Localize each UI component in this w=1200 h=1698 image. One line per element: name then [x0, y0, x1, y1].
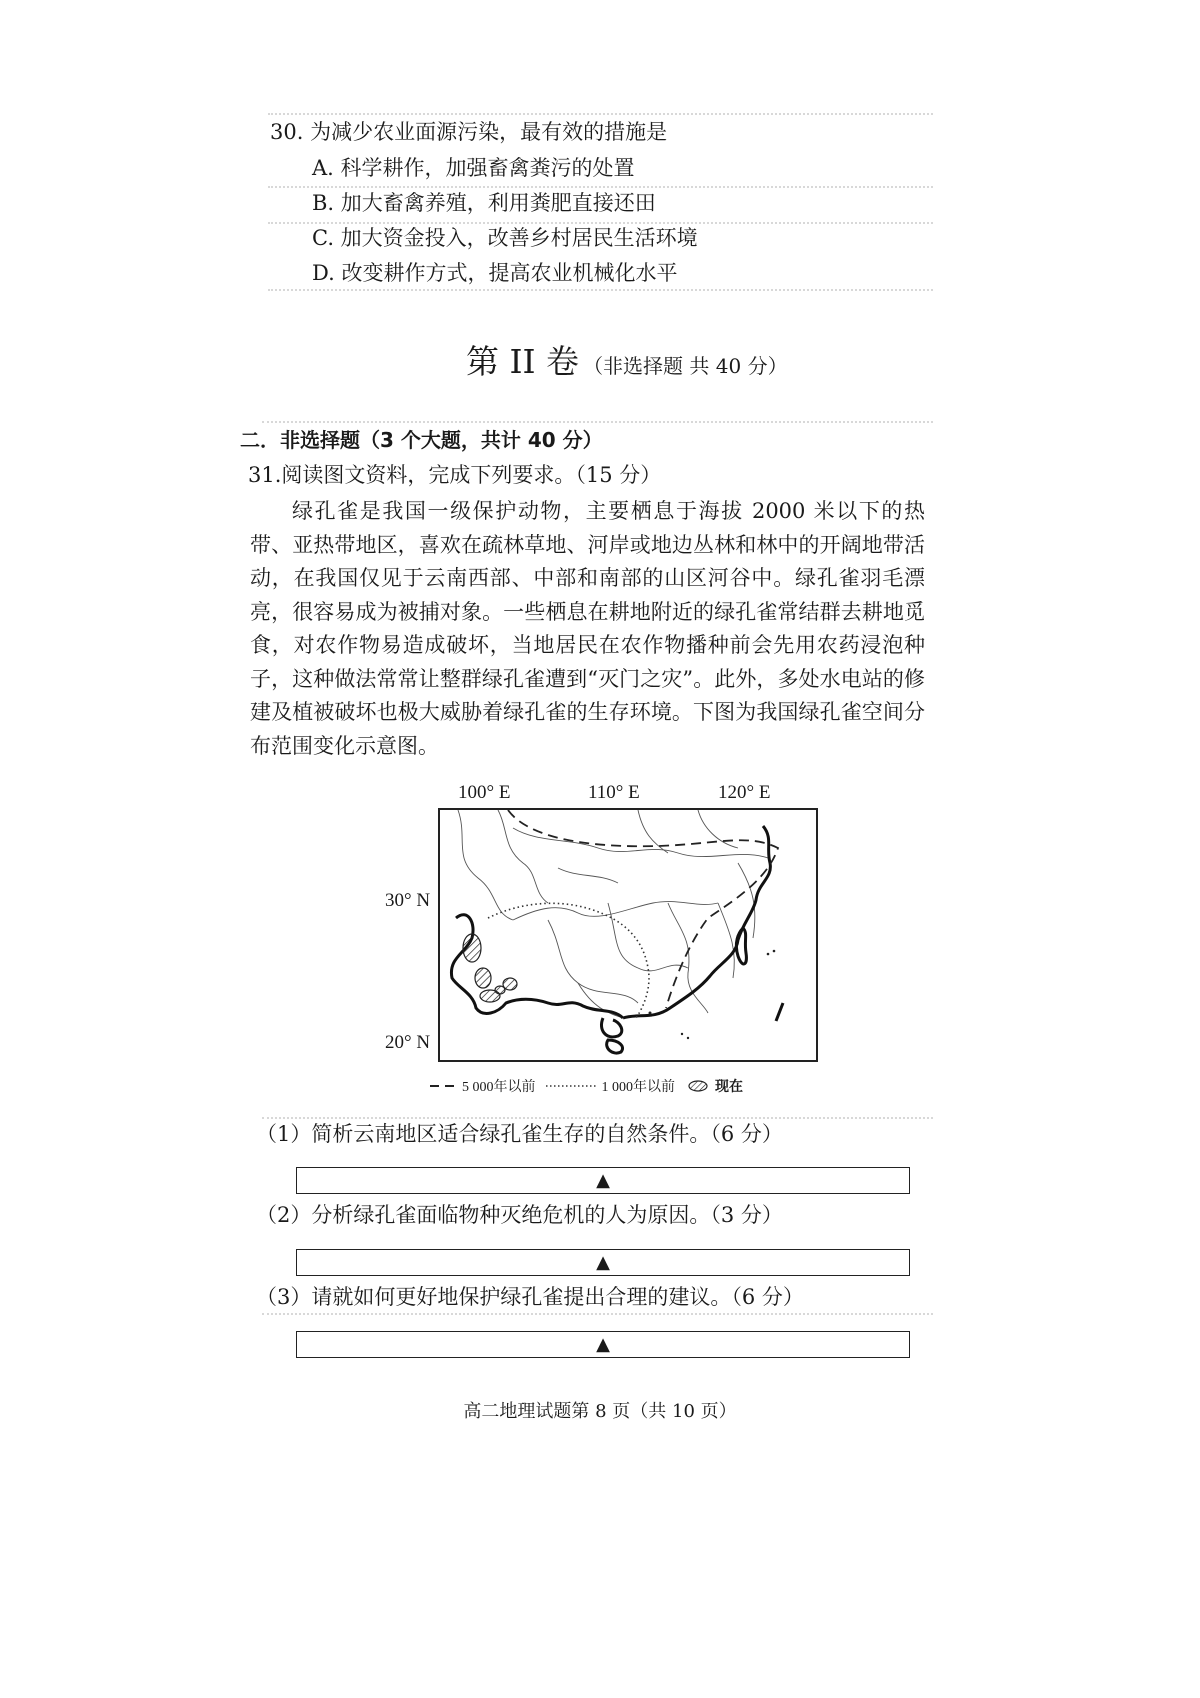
answer-marker-3: ▲	[596, 1334, 610, 1355]
page-footer: 高二地理试题第 8 页（共 10 页）	[463, 1401, 737, 1422]
answer-box-3[interactable]	[296, 1331, 910, 1358]
part-2-title	[466, 336, 788, 383]
q30-option-b: B. 加大畜禽养殖，利用粪肥直接还田	[312, 191, 656, 215]
subquestion-2: （2）分析绿孔雀面临物种灭绝危机的人为原因。（3 分）	[256, 1203, 783, 1227]
legend-hatched-swatch	[687, 1080, 709, 1092]
question-31-stem: 31.阅读图文资料，完成下列要求。（15 分）	[248, 463, 662, 487]
legend-1000: 1 000年以前	[601, 1080, 675, 1095]
legend-dotted-swatch	[546, 1082, 596, 1090]
answer-box-1[interactable]	[296, 1167, 910, 1194]
lat-label-20: 20° N	[385, 1032, 431, 1053]
question-30-stem: 30. 为减少农业面源污染，最有效的措施是	[270, 120, 668, 144]
answer-marker-2: ▲	[596, 1252, 610, 1273]
legend-5000: 5 000年以前	[462, 1080, 536, 1095]
answer-marker-1: ▲	[596, 1170, 610, 1191]
map-legend	[430, 1076, 743, 1096]
section-heading: 二．非选择题（3 个大题，共计 40 分）	[240, 428, 603, 452]
peacock-distribution-map	[370, 782, 830, 1102]
q30-option-c: C. 加大资金投入，改善乡村居民生活环境	[312, 226, 698, 250]
lon-label-100: 100° E	[458, 782, 511, 803]
q30-option-d: D. 改变耕作方式，提高农业机械化水平	[312, 261, 678, 285]
legend-dashed-swatch	[430, 1082, 456, 1090]
lat-label-30: 30° N	[385, 890, 431, 911]
question-31-passage	[250, 495, 925, 763]
map-frame	[438, 808, 818, 1062]
lon-label-120: 120° E	[718, 782, 771, 803]
part-2-big-title: 第 II 卷	[466, 342, 580, 381]
subquestion-3: （3）请就如何更好地保护绿孔雀提出合理的建议。（6 分）	[256, 1285, 804, 1309]
q30-option-a: A. 科学耕作，加强畜禽粪污的处置	[312, 156, 635, 180]
answer-box-2[interactable]	[296, 1249, 910, 1276]
subquestion-1: （1）简析云南地区适合绿孔雀生存的自然条件。（6 分）	[256, 1122, 783, 1146]
passage-text: 绿孔雀是我国一级保护动物，主要栖息于海拔 2000 米以下的热带、亚热带地区，喜欢在疏林草地、河岸或地边丛林和林中的开阔地带活动，在我国仅见于云南西部、中部和南部的山区河谷中。绿孔雀羽毛漂亮，很容易成为被捕对象。一些栖息在耕地附近的绿孔雀常结群去耕地觅食，对农作物易造成破坏，当地居民在农作物播种前会先用农药浸泡种子，这种做法常常让整群绿孔雀遭到“灭门之灾”。此外，多处水电站的修建及植被破坏也极大威胁着绿孔雀的生存环境。下图为我国绿孔雀空间分布范围变化示意图。	[250, 499, 925, 758]
lon-label-110: 110° E	[588, 782, 640, 803]
legend-now: 现在	[715, 1079, 743, 1095]
part-2-subtitle: （非选择题 共 40 分）	[583, 354, 788, 378]
